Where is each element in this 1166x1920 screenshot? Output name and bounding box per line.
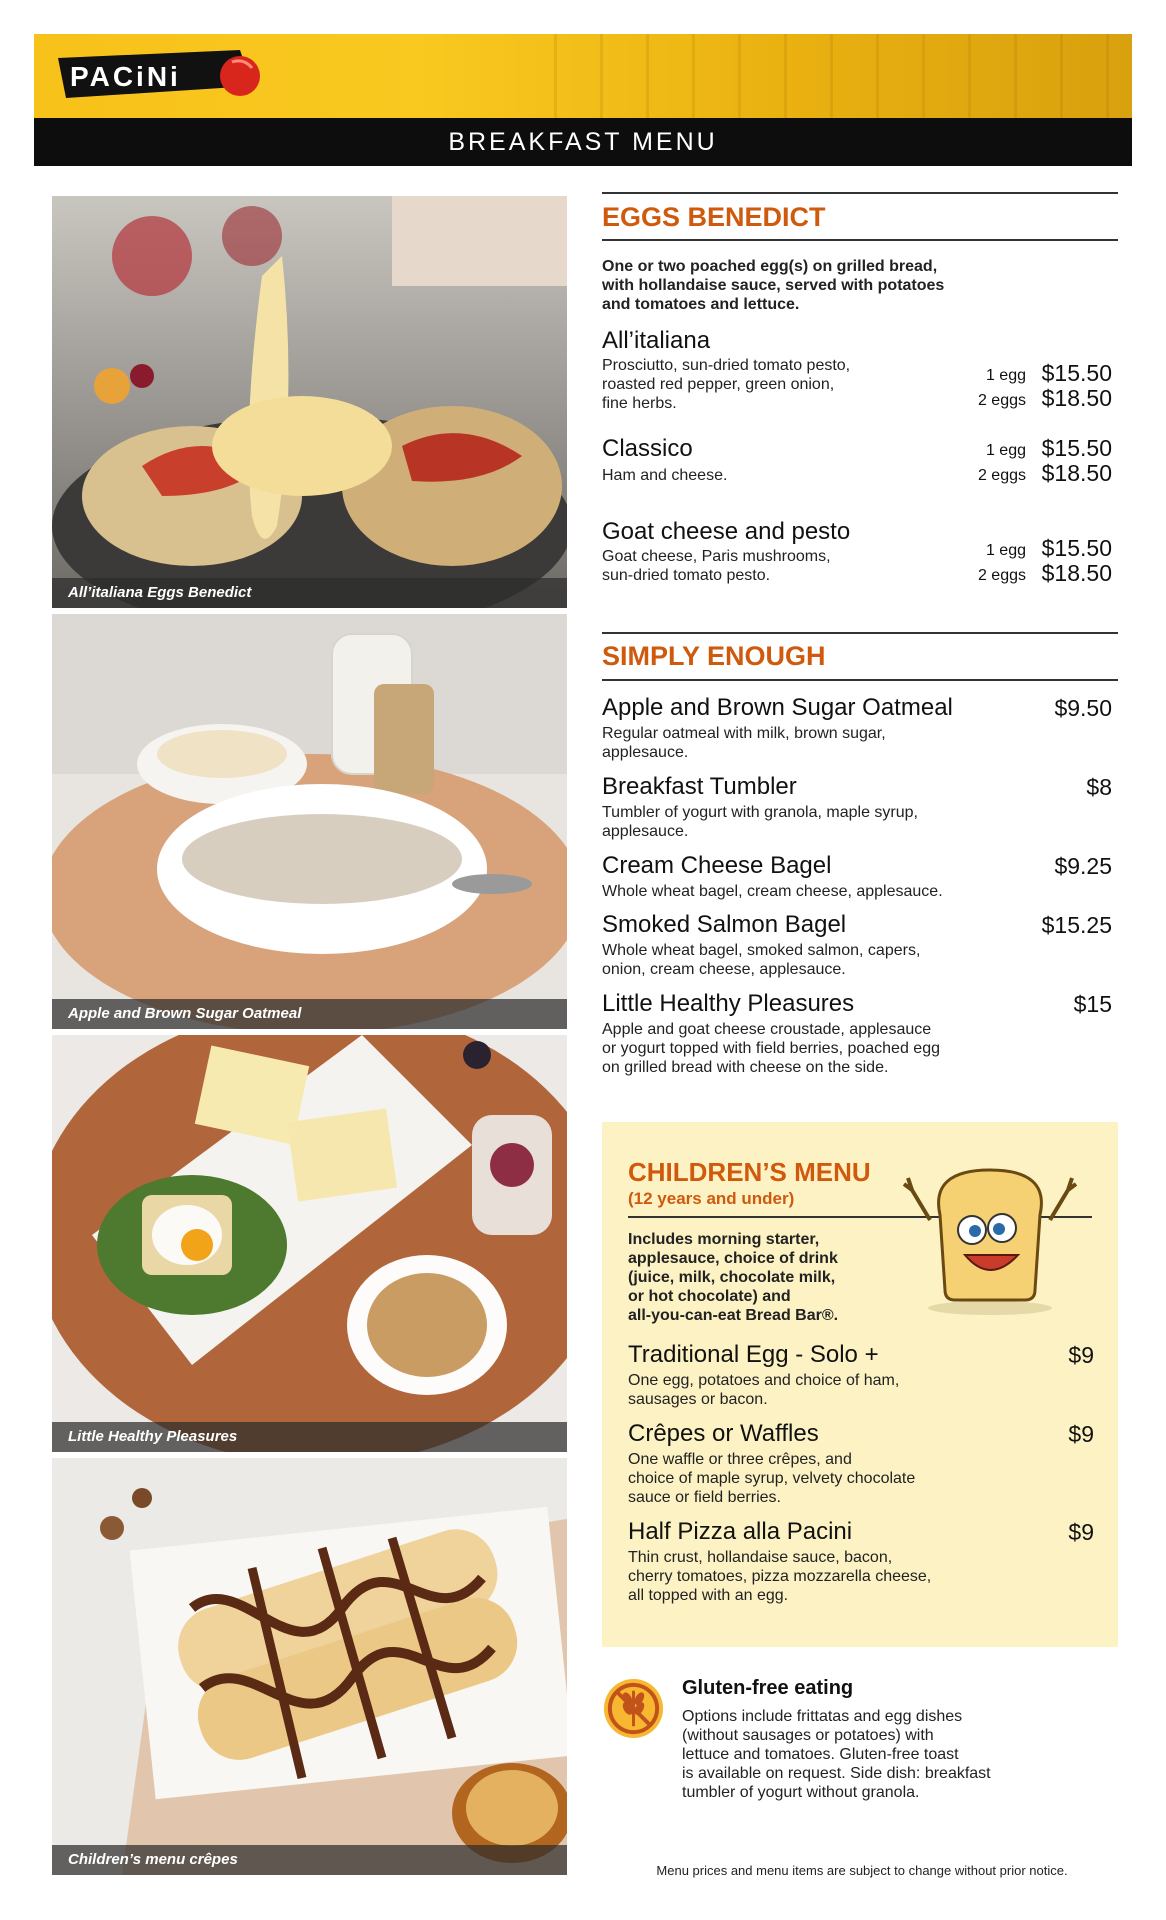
section-title-simply-enough: SIMPLY ENOUGH bbox=[602, 641, 826, 671]
price: $9 bbox=[1068, 1421, 1094, 1447]
price: $8 bbox=[1086, 774, 1112, 800]
price: $15.50 bbox=[1041, 360, 1112, 386]
item-name: Smoked Salmon Bagel bbox=[602, 911, 847, 938]
divider bbox=[602, 679, 1118, 681]
price: $18.50 bbox=[1041, 385, 1112, 411]
item-description: Tumbler of yogurt with granola, maple syrup, applesauce. bbox=[602, 804, 918, 840]
item-name: Crêpes or Waffles bbox=[628, 1420, 819, 1447]
item-description: Whole wheat bagel, cream cheese, applesauce. bbox=[602, 883, 943, 900]
photo-caption: Apple and Brown Sugar Oatmeal bbox=[52, 999, 567, 1029]
section-title-eggs-benedict: EGGS BENEDICT bbox=[602, 202, 826, 232]
photo-crepes bbox=[52, 1458, 567, 1875]
price: $15 bbox=[1073, 991, 1112, 1017]
item-name: Classico bbox=[602, 435, 693, 462]
item-description: Goat cheese, Paris mushrooms, sun-dried tomato pesto. bbox=[602, 548, 831, 584]
item-name: All’italiana bbox=[602, 327, 711, 354]
photo-caption: Little Healthy Pleasures bbox=[52, 1422, 567, 1452]
eggs-benedict-intro: One or two poached egg(s) on grilled bread, with hollandaise sauce, served with potatoes and tomatoes and lettuce. bbox=[602, 258, 945, 313]
toast-mascot-icon bbox=[890, 1160, 1090, 1320]
item-name: Traditional Egg - Solo + bbox=[628, 1341, 879, 1368]
item-description: Thin crust, hollandaise sauce, bacon, cherry tomatoes, pizza mozzarella cheese, all topped with an egg. bbox=[628, 1549, 932, 1604]
price: $18.50 bbox=[1041, 560, 1112, 586]
item-name: Goat cheese and pesto bbox=[602, 518, 851, 545]
footnote: Menu prices and menu items are subject to change without prior notice. bbox=[656, 1863, 1068, 1878]
logo-text: PACiNi bbox=[70, 61, 181, 92]
photo-oatmeal bbox=[52, 614, 567, 1029]
qty-label: 1 egg bbox=[985, 367, 1026, 384]
qty-label: 2 eggs bbox=[977, 392, 1026, 409]
item-description: Ham and cheese. bbox=[602, 467, 728, 484]
item-name: Half Pizza alla Pacini bbox=[628, 1518, 853, 1545]
childrens-menu-intro: Includes morning starter, applesauce, choice of drink (juice, milk, chocolate milk, or hot chocolate) and all-you-can-eat Bread Bar®. bbox=[628, 1231, 839, 1324]
qty-label: 1 egg bbox=[985, 442, 1026, 459]
price: $9.50 bbox=[1054, 695, 1112, 721]
item-name: Breakfast Tumbler bbox=[602, 773, 797, 800]
section-title-childrens-menu: CHILDREN’S MENU bbox=[628, 1157, 871, 1187]
price: $15.25 bbox=[1041, 912, 1112, 938]
divider bbox=[602, 632, 1118, 634]
item-name: Cream Cheese Bagel bbox=[602, 852, 832, 879]
gluten-free-wheat-icon bbox=[602, 1677, 665, 1740]
item-description: One egg, potatoes and choice of ham, sausages or bacon. bbox=[628, 1372, 900, 1408]
divider bbox=[602, 239, 1118, 241]
item-description: Apple and goat cheese croustade, applesauce or yogurt topped with field berries, poached egg on grilled bread with cheese on the side. bbox=[602, 1021, 940, 1076]
qty-label: 1 egg bbox=[985, 542, 1026, 559]
pacini-logo bbox=[54, 46, 262, 106]
page-title: BREAKFAST MENU bbox=[34, 118, 1132, 166]
photo-eggs-benedict bbox=[52, 196, 567, 608]
divider bbox=[602, 192, 1118, 194]
item-description: Prosciutto, sun-dried tomato pesto, roasted red pepper, green onion, fine herbs. bbox=[602, 357, 851, 412]
price: $9 bbox=[1068, 1342, 1094, 1368]
item-name: Apple and Brown Sugar Oatmeal bbox=[602, 694, 953, 721]
photo-caption: Children’s menu crêpes bbox=[52, 1845, 567, 1875]
item-description: Whole wheat bagel, smoked salmon, capers, onion, cream cheese, applesauce. bbox=[602, 942, 921, 978]
item-description: Regular oatmeal with milk, brown sugar, applesauce. bbox=[602, 725, 886, 761]
qty-label: 2 eggs bbox=[977, 567, 1026, 584]
item-name: Little Healthy Pleasures bbox=[602, 990, 855, 1017]
price: $9 bbox=[1068, 1519, 1094, 1545]
photo-caption: All’italiana Eggs Benedict bbox=[52, 578, 567, 608]
gluten-free-title: Gluten-free eating bbox=[682, 1677, 854, 1699]
price: $9.25 bbox=[1054, 853, 1112, 879]
price: $15.50 bbox=[1041, 435, 1112, 461]
childrens-menu-subtitle: (12 years and under) bbox=[628, 1189, 795, 1208]
photo-little-healthy-pleasures bbox=[52, 1035, 567, 1452]
qty-label: 2 eggs bbox=[977, 467, 1026, 484]
price: $15.50 bbox=[1041, 535, 1112, 561]
item-description: One waffle or three crêpes, and choice of maple syrup, velvety chocolate sauce or field berries. bbox=[628, 1451, 916, 1506]
gluten-free-text: Options include frittatas and egg dishes (without sausages or potatoes) with lettuce and tomatoes. Gluten-free toast is available on request. Side dish: breakfast tumbler of yogurt without granola. bbox=[682, 1708, 991, 1801]
price: $18.50 bbox=[1041, 460, 1112, 486]
